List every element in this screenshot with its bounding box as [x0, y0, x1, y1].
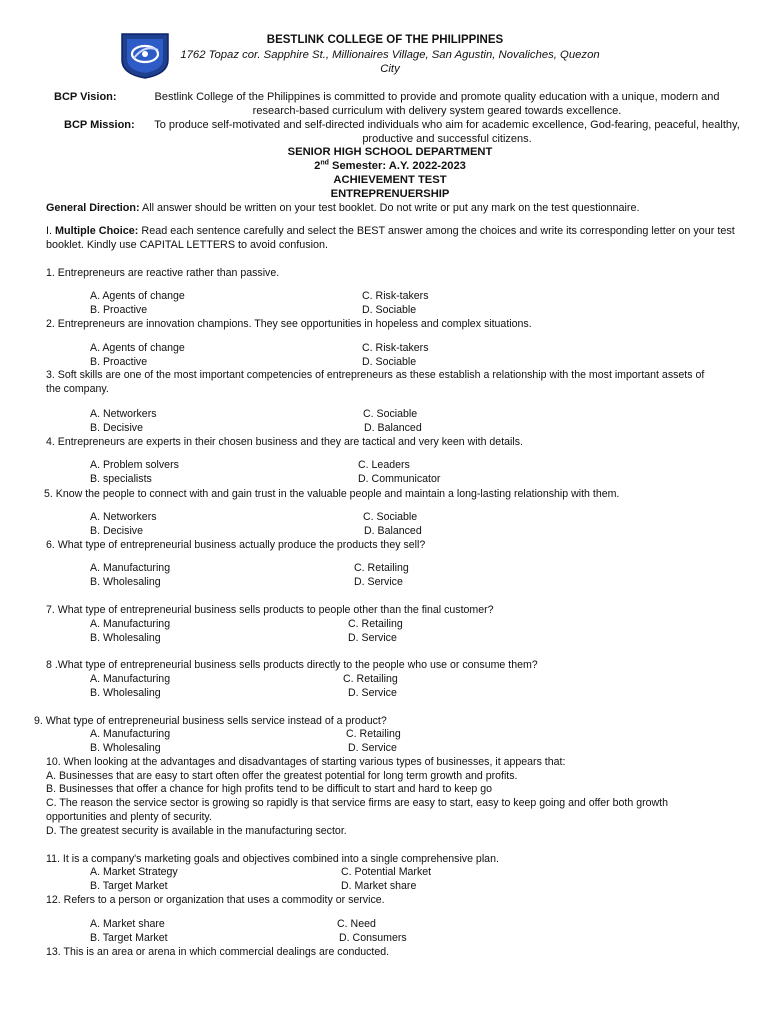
mission-text: To produce self-motivated and self-directed individuals who aim for academic excellence, God-fearing, peaceful, healthy, productive and successful citizens.: [154, 119, 740, 145]
q4-option-b: B. specialists: [90, 473, 152, 485]
q7-option-a: A. Manufacturing: [90, 618, 171, 630]
q2-option-c: C. Risk-takers: [362, 342, 429, 354]
school-name: BESTLINK COLLEGE OF THE PHILIPPINES: [266, 34, 504, 46]
question-10: 10. When looking at the advantages and disadvantages of starting various types of businesses, it appears that:: [46, 756, 566, 768]
q12-option-d: D. Consumers: [339, 932, 407, 944]
question-12: 12. Refers to a person or organization that uses a commodity or service.: [46, 894, 385, 906]
q2-option-d: D. Sociable: [362, 356, 417, 368]
school-address: 1762 Topaz cor. Sapphire St., Millionaires Village, San Agustin, Novaliches, Quezon City: [180, 49, 600, 75]
vision-label: BCP Vision:: [54, 91, 117, 103]
q3-option-a: A. Networkers: [90, 408, 157, 420]
q9-option-a: A. Manufacturing: [90, 728, 171, 740]
q7-option-c: C. Retailing: [348, 618, 403, 630]
q6-option-b: B. Wholesaling: [90, 576, 161, 588]
q3-option-d: D. Balanced: [364, 422, 422, 434]
q10-option-b: B. Businesses that offer a chance for high profits tend to be difficult to start and hard to keep go: [46, 783, 492, 795]
question-1: 1. Entrepreneurs are reactive rather than passive.: [46, 267, 280, 279]
vision-text: Bestlink College of the Philippines is committed to provide and promote quality education with a unique, modern and research-based curriculum with delivery system geared towards excellence.: [154, 91, 720, 117]
q8-option-b: B. Wholesaling: [90, 687, 161, 699]
general-direction: General Direction: All answer should be written on your test booklet. Do not write or put any mark on the test questionnaire.: [46, 202, 640, 214]
q8-option-c: C. Retailing: [343, 673, 398, 685]
q1-option-a: A. Agents of change: [90, 290, 185, 302]
q9-option-d: D. Service: [348, 742, 397, 754]
q4-option-d: D. Communicator: [358, 473, 441, 485]
q8-option-a: A. Manufacturing: [90, 673, 171, 685]
q6-option-c: C. Retailing: [354, 562, 409, 574]
q5-option-c: C. Sociable: [363, 511, 418, 523]
q1-option-d: D. Sociable: [362, 304, 417, 316]
question-7: 7. What type of entrepreneurial business sells products to people other than the final customer?: [46, 604, 494, 616]
multiple-choice-instructions: I. Multiple Choice: Read each sentence carefully and select the BEST answer among the choices and write its corresponding letter on your test booklet. Kindly use CAPITAL LETTERS to avoid confusion.: [46, 225, 735, 251]
q5-option-a: A. Networkers: [90, 511, 157, 523]
q7-option-d: D. Service: [348, 632, 397, 644]
q12-option-a: A. Market share: [90, 918, 165, 930]
mission-label: BCP Mission:: [64, 119, 135, 131]
q2-option-b: B. Proactive: [90, 356, 148, 368]
question-9: 9. What type of entrepreneurial business sells service instead of a product?: [34, 715, 387, 727]
q4-option-a: A. Problem solvers: [90, 459, 179, 471]
school-logo-icon: [118, 30, 172, 80]
q11-option-d: D. Market share: [341, 880, 417, 892]
q12-option-c: C. Need: [337, 918, 376, 930]
question-6: 6. What type of entrepreneurial business actually produce the products they sell?: [46, 539, 426, 551]
q3-option-c: C. Sociable: [363, 408, 418, 420]
q1-option-b: B. Proactive: [90, 304, 148, 316]
q2-option-a: A. Agents of change: [90, 342, 185, 354]
q5-option-d: D. Balanced: [364, 525, 422, 537]
question-2: 2. Entrepreneurs are innovation champions. They see opportunities in hopeless and complex situations.: [46, 318, 532, 330]
question-13: 13. This is an area or arena in which commercial dealings are conducted.: [46, 946, 390, 958]
q5-option-b: B. Decisive: [90, 525, 143, 537]
test-title: ACHIEVEMENT TEST: [333, 174, 447, 186]
q9-option-b: B. Wholesaling: [90, 742, 161, 754]
question-8: 8 .What type of entrepreneurial business sells products directly to the people who use or consume them?: [46, 659, 538, 671]
q10-option-d: D. The greatest security is available in the manufacturing sector.: [46, 825, 347, 837]
question-11: 11. It is a company's marketing goals and objectives combined into a single comprehensive plan.: [46, 853, 499, 865]
q11-option-c: C. Potential Market: [341, 866, 432, 878]
q8-option-d: D. Service: [348, 687, 397, 699]
q11-option-b: B. Target Market: [90, 880, 168, 892]
q9-option-c: C. Retailing: [346, 728, 401, 740]
q10-option-c: C. The reason the service sector is growing so rapidly is that service firms are easy to start, easy to keep going and offer both growth opportunities and plenty of security.: [46, 797, 668, 823]
q7-option-b: B. Wholesaling: [90, 632, 161, 644]
q6-option-d: D. Service: [354, 576, 403, 588]
question-4: 4. Entrepreneurs are experts in their chosen business and they are tactical and very keen with details.: [46, 436, 523, 448]
question-5: 5. Know the people to connect with and gain trust in the valuable people and maintain a long-lasting relationship with them.: [44, 488, 620, 500]
q10-option-a: A. Businesses that are easy to start often offer the greatest potential for long term growth and profits.: [46, 770, 518, 782]
q4-option-c: C. Leaders: [358, 459, 410, 471]
q6-option-a: A. Manufacturing: [90, 562, 171, 574]
semester-line: 2nd Semester: A.Y. 2022-2023: [314, 159, 466, 172]
q3-option-b: B. Decisive: [90, 422, 143, 434]
question-3: 3. Soft skills are one of the most important competencies of entrepreneurs as these establish a relationship with the most important assets of the company.: [46, 369, 705, 395]
department-title: SENIOR HIGH SCHOOL DEPARTMENT: [287, 146, 493, 158]
q1-option-c: C. Risk-takers: [362, 290, 429, 302]
q11-option-a: A. Market Strategy: [90, 866, 178, 878]
subject-title: ENTREPRENUERSHIP: [330, 188, 450, 200]
q12-option-b: B. Target Market: [90, 932, 168, 944]
